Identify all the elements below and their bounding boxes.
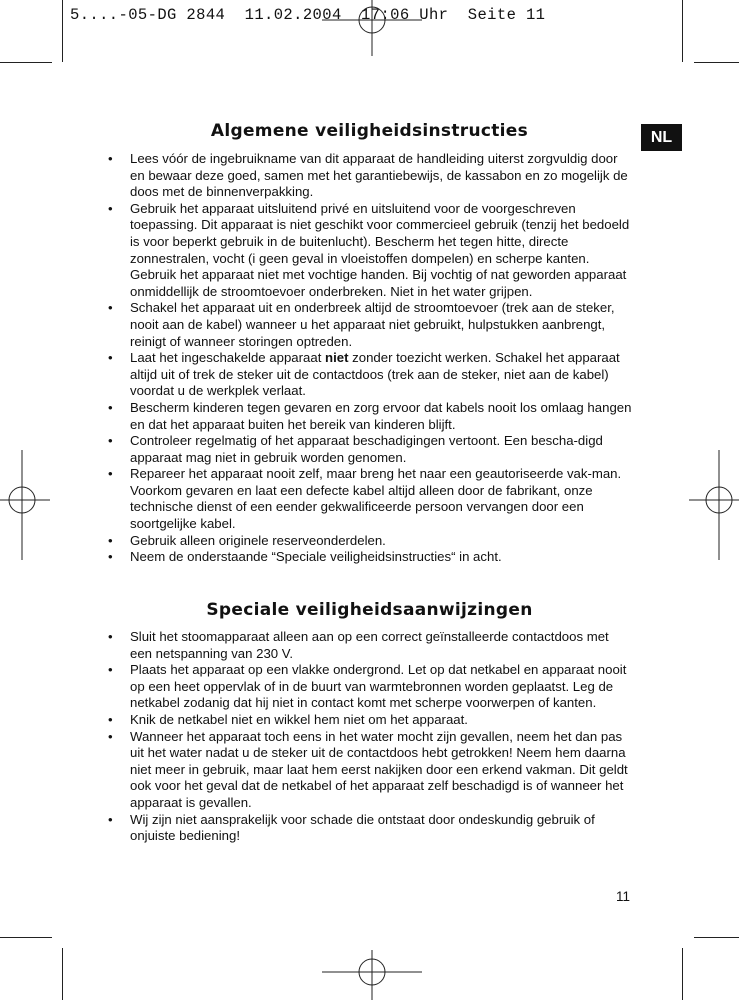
page-number: 11 xyxy=(616,889,631,904)
bullet-icon: • xyxy=(108,629,113,644)
list-item-text: Bescherm kinderen tegen gevaren en zorg ervoor dat kabels nooit los omlaag hangen en dat het apparaat buiten het bereik van kinderen blijft. xyxy=(130,399,632,432)
list-item-text: Repareer het apparaat nooit zelf, maar breng het naar een geautoriseerde vak-man. Voorkom gevaren en laat een defecte kabel altijd alleen door de fabrikant, onze technische dienst of een eender gekwalificeerde persoon vervangen door een soortgelijke kabel. xyxy=(130,466,622,532)
bullet-icon: • xyxy=(108,466,113,482)
list-item xyxy=(108,812,634,845)
list-item xyxy=(108,151,634,201)
registration-mark-top-icon xyxy=(322,0,422,62)
list-item xyxy=(108,662,634,712)
crop-mark-bottom-left-vertical xyxy=(62,948,63,1000)
general-safety-list xyxy=(108,151,634,566)
list-item xyxy=(108,201,634,301)
crop-mark-top-right-horizontal xyxy=(694,62,739,63)
registration-mark-left-icon xyxy=(0,450,50,560)
list-item-text: Controleer regelmatig of het apparaat beschadigingen vertoont. Een bescha-digd apparaat mag niet in gebruik worden genomen. xyxy=(130,433,603,465)
section-heading-special-safety: Speciale veiligheidsaanwijzingen xyxy=(206,600,533,620)
list-item xyxy=(108,629,634,662)
list-item-text: Gebruik alleen originele reserveonderdelen. xyxy=(130,532,386,548)
crop-mark-top-left-horizontal xyxy=(0,62,52,63)
bullet-icon: • xyxy=(108,728,113,744)
list-item xyxy=(108,729,634,812)
language-tab: NL xyxy=(641,124,682,151)
list-item-text: Neem de onderstaande “Speciale veiligheidsinstructies“ in acht. xyxy=(130,549,502,565)
special-safety-list xyxy=(108,629,634,845)
crop-mark-bottom-right-vertical xyxy=(682,948,683,1000)
registration-mark-bottom-icon xyxy=(322,945,422,1000)
crop-mark-bottom-right-horizontal xyxy=(694,937,739,938)
list-item xyxy=(108,300,634,350)
bullet-icon: • xyxy=(108,549,113,565)
list-item-text: Plaats het apparaat op een vlakke ondergrond. Let op dat netkabel en apparaat nooit op een heet oppervlak of in de buurt van warmtebronnen worden geplaatst. Leg de netkabel zodanig dat hij niet in contact komt met scherpe voorwerpen of kanten. xyxy=(130,662,627,711)
list-item xyxy=(108,433,634,466)
bullet-icon: • xyxy=(108,532,113,548)
list-item xyxy=(108,712,634,729)
list-item-text: Schakel het apparaat uit en onderbreek altijd de stroomtoevoer (trek aan de steker, nooit aan de kabel) wanneer u het apparaat niet gebruikt, hulpstukken aanbrengt, reinigt of wanneer storingen optreden. xyxy=(130,300,615,349)
bullet-icon: • xyxy=(108,711,113,727)
registration-mark-right-icon xyxy=(689,450,739,560)
list-item-text-continued: zonder toezicht werken. Schakel het apparaat altijd uit of trek de steker uit de contactdoos (trek aan de steker, niet aan de kabel) voordat u de werkplek verlaat. xyxy=(130,350,620,399)
list-item-text: Wij zijn niet aansprakelijk voor schade die ontstaat door ondeskundig gebruik of onjuiste bediening! xyxy=(130,811,595,844)
print-slug-line: 5....-05-DG 2844 11.02.2004 17:06 Uhr Seite 11 xyxy=(70,6,546,24)
bullet-icon: • xyxy=(108,662,113,678)
bullet-icon: • xyxy=(108,300,113,316)
list-item-text: Lees vóór de ingebruikname van dit apparaat de handleiding uiterst zorgvuldig door en bewaar deze goed, samen met het garantiebewijs, de kassabon en zo mogelijk de doos met de binnenverpakking. xyxy=(130,151,628,200)
list-item-text: Sluit het stoomapparaat alleen aan op een correct geïnstalleerde contactdoos met een netspanning van 230 V. xyxy=(130,629,609,661)
bullet-icon: • xyxy=(108,433,113,449)
crop-mark-top-left-vertical xyxy=(62,0,63,62)
list-item-emphasis: niet xyxy=(325,350,349,366)
list-item-text: Laat het ingeschakelde apparaat xyxy=(130,350,326,366)
bullet-icon: • xyxy=(108,811,113,827)
list-item xyxy=(108,350,634,400)
bullet-icon: • xyxy=(108,399,113,415)
list-item-text: Knik de netkabel niet en wikkel hem niet om het apparaat. xyxy=(130,711,468,727)
list-item xyxy=(108,400,634,433)
section-heading-general-safety: Algemene veiligheidsinstructies xyxy=(210,121,529,141)
bullet-icon: • xyxy=(108,151,113,166)
list-item-text: Gebruik het apparaat uitsluitend privé en uitsluitend voor de voorgeschreven toepassing. Dit apparaat is niet geschikt voor commercieel gebruik (tenzij het bedoeld is voor beperkt gebruik in de buitenlucht). Bescherm het tegen hitte, directe zonnestralen, vocht (i geen geval in vloeistoffen dompelen) en scherpe kanten. Gebruik het apparaat niet met vochtige handen. Bij vochtig of nat geworden apparaat onmiddellijk de stroomtoevoer onderbreken. Niet in het water grijpen. xyxy=(130,200,630,299)
list-item-text: Wanneer het apparaat toch eens in het water mocht zijn gevallen, neem het dan pas uit het water nadat u de steker uit de contactdoos hebt getrokken! Neem hem daarna niet meer in gebruik, maar laat hem eerst nakijken door een erkend vakman. Dit geldt ook voor het geval dat de netkabel of het apparaat zelf beschadigd is of wanneer het apparaat is gevallen. xyxy=(130,728,628,810)
list-item xyxy=(108,549,634,566)
list-item xyxy=(108,466,634,532)
bullet-icon: • xyxy=(108,200,113,216)
crop-mark-bottom-left-horizontal xyxy=(0,937,52,938)
bullet-icon: • xyxy=(108,350,113,366)
crop-mark-top-right-vertical xyxy=(682,0,683,62)
list-item xyxy=(108,533,634,550)
